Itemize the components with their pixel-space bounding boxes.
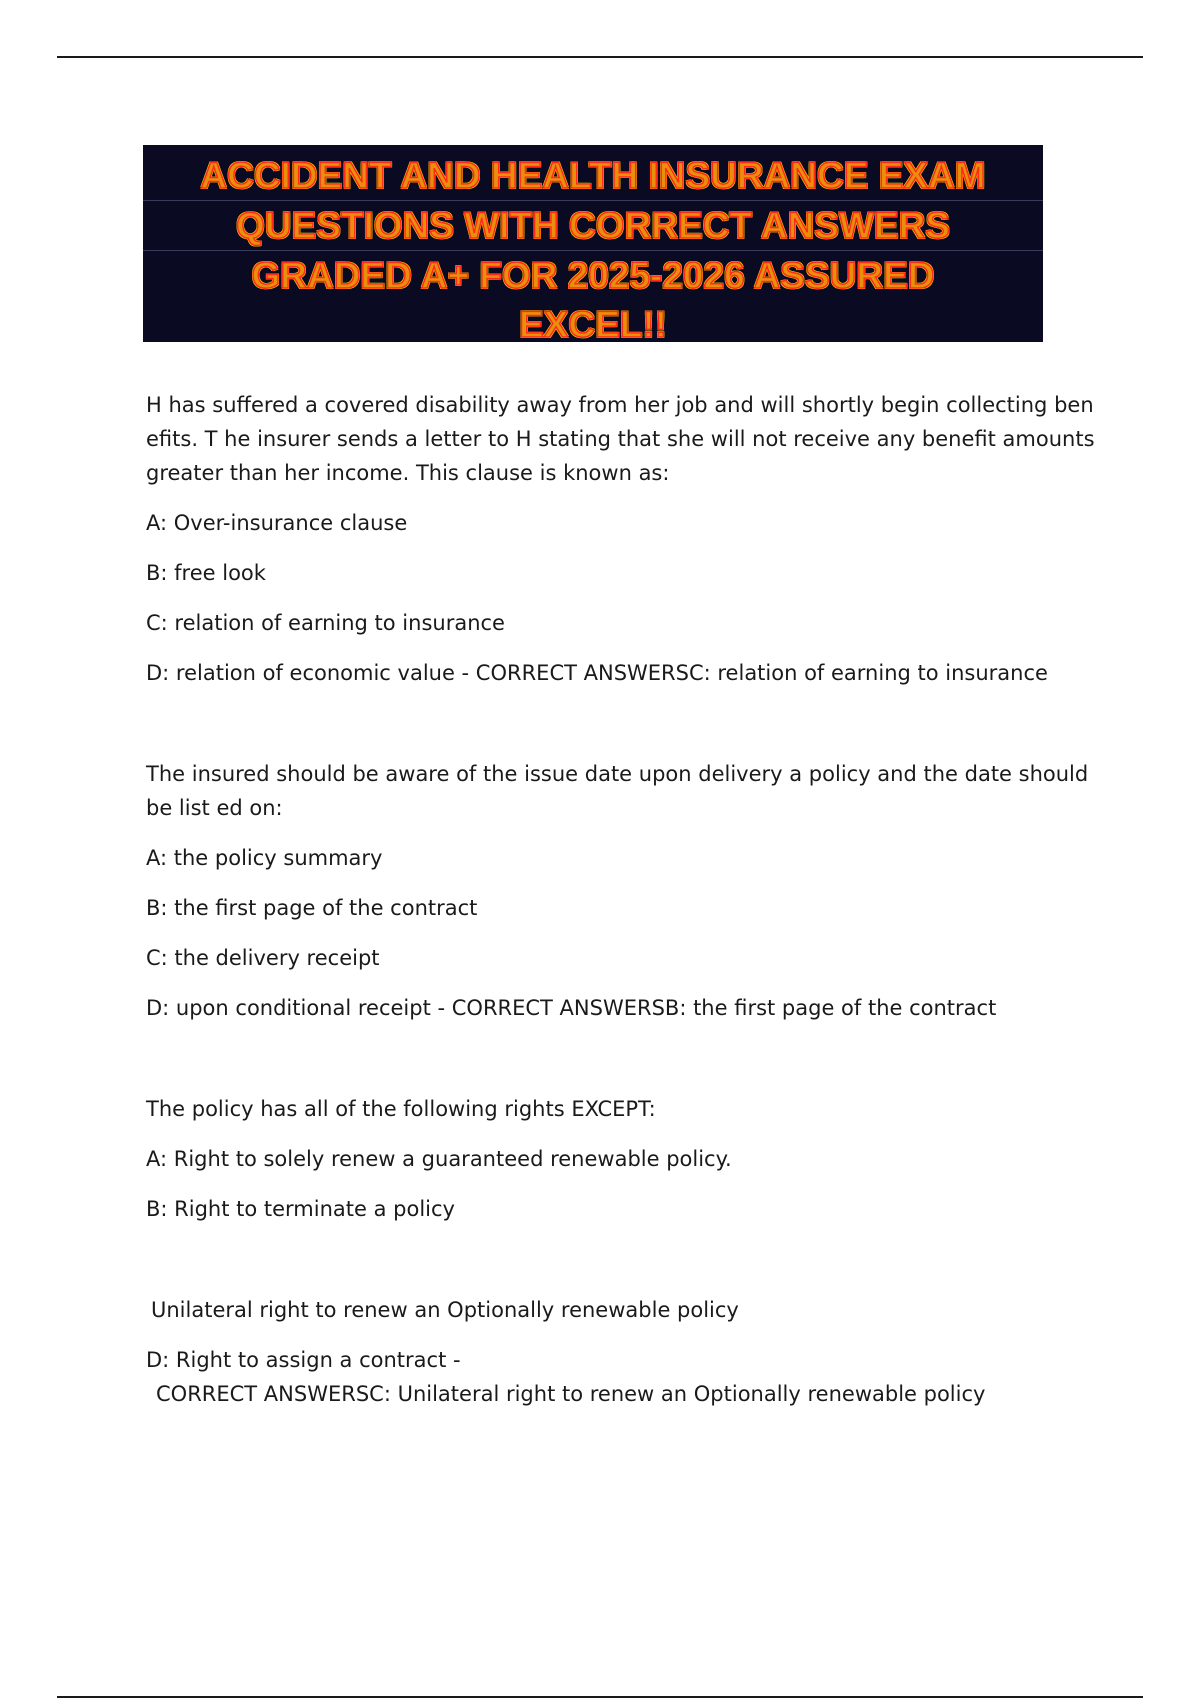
question-text: H has suffered a covered disability away from her job and will shortly begin collecting benefits. T he insurer sends a letter to H stating that she will not receive any benefit amounts greater than her income. This clause is known as: [146, 393, 1095, 485]
option-c: C: the delivery receipt [146, 946, 380, 970]
option-c: Unilateral right to renew an Optionally renewable policy [151, 1298, 739, 1322]
option-b: B: free look [146, 561, 266, 585]
option-a: A: the policy summary [146, 846, 383, 870]
spacer [146, 1242, 1096, 1293]
option-a: A: Over-insurance clause [146, 511, 408, 535]
title-banner [143, 145, 1043, 345]
question-1 [146, 388, 1096, 690]
option-d: D: Right to assign a contract - [146, 1348, 461, 1372]
question-3 [146, 1092, 1096, 1411]
option-b: B: Right to terminate a policy [146, 1197, 455, 1221]
option-d-with-answer: D: upon conditional receipt - CORRECT ANSWERSB: the first page of the contract [146, 996, 997, 1020]
document-body [146, 388, 1096, 1411]
banner-title-line-4: EXCEL!! [519, 304, 667, 345]
question-text: The policy has all of the following rights EXCEPT: [146, 1097, 656, 1121]
banner-title-line-1: ACCIDENT AND HEALTH INSURANCE EXAM [143, 151, 1043, 201]
option-a: A: Right to solely renew a guaranteed renewable policy. [146, 1147, 732, 1171]
question-2 [146, 757, 1096, 1025]
spacer [146, 1041, 1096, 1092]
correct-answer: CORRECT ANSWERSC: Unilateral right to renew an Optionally renewable policy [156, 1382, 986, 1406]
banner-title-line-3: GRADED A+ FOR 2025-2026 ASSURED [251, 255, 935, 296]
question-text: The insured should be aware of the issue date upon delivery a policy and the date should be list ed on: [146, 762, 1089, 820]
option-c: C: relation of earning to insurance [146, 611, 505, 635]
banner-title-line-2: QUESTIONS WITH CORRECT ANSWERS [143, 201, 1043, 251]
footer-rule [57, 1696, 1143, 1698]
option-b: B: the first page of the contract [146, 896, 478, 920]
spacer [146, 706, 1096, 757]
option-d-with-answer: D: relation of economic value - CORRECT ANSWERSC: relation of earning to insurance [146, 661, 1048, 685]
header-rule [57, 56, 1143, 58]
